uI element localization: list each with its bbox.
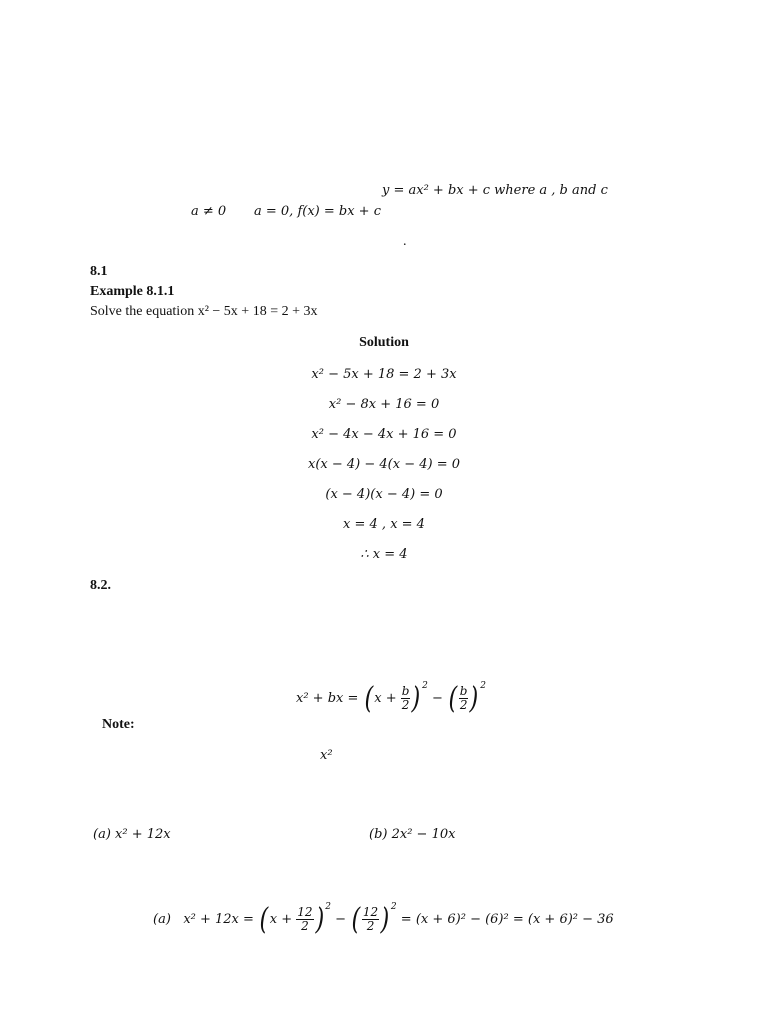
- exponent: 2: [480, 681, 486, 691]
- right-paren: ): [380, 901, 390, 937]
- identity-lhs: x² + bx =: [296, 691, 359, 706]
- intro-condition-b: a = 0, f(x) = bx + c: [254, 204, 381, 219]
- worked-solution-a: [153, 888, 614, 939]
- example-problem: Solve the equation x² − 5x + 18 = 2 + 3x: [90, 304, 318, 319]
- fraction-denominator: 2: [401, 698, 410, 712]
- worked-term1: x +: [269, 912, 293, 927]
- identity-fraction-b-over-2-second: [459, 685, 469, 712]
- note-expression: x²: [320, 748, 333, 763]
- solution-step-5: (x − 4)(x − 4) = 0: [325, 487, 443, 502]
- solution-step-3: x² − 4x − 4x + 16 = 0: [311, 427, 457, 442]
- intro-condition-a: a ≠ 0: [191, 204, 227, 219]
- solution-step-2: x² − 8x + 16 = 0: [328, 397, 440, 412]
- worked-minus: −: [335, 912, 347, 927]
- exponent: 2: [390, 902, 397, 912]
- worked-lhs: x² + 12x =: [183, 912, 254, 927]
- identity-term1: x +: [374, 691, 397, 706]
- note-label: Note:: [102, 717, 135, 732]
- right-paren: ): [469, 680, 479, 716]
- solution-heading: Solution: [359, 335, 409, 350]
- identity-minus: −: [432, 691, 443, 706]
- solution-step-7: ∴ x = 4: [360, 547, 408, 562]
- identity-fraction-b-over-2: [401, 685, 411, 712]
- solution-step-1: x² − 5x + 18 = 2 + 3x: [311, 367, 457, 382]
- worked-rhs: = (x + 6)² − (6)² = (x + 6)² − 36: [400, 912, 614, 927]
- fraction-denominator: 2: [459, 698, 468, 712]
- intro-line-1: y = ax² + bx + c where a , b and c: [382, 183, 608, 198]
- intro-dot: .: [403, 234, 407, 249]
- solution-step-6: x = 4 , x = 4: [343, 517, 425, 532]
- right-paren: ): [411, 680, 421, 716]
- worked-fraction-12-over-2-second: [362, 906, 379, 933]
- exponent: 2: [325, 902, 332, 912]
- exercise-part-b: (b) 2x² − 10x: [369, 827, 456, 842]
- completing-square-identity: [296, 668, 486, 717]
- left-paren: (: [351, 901, 361, 937]
- left-paren: (: [259, 901, 269, 937]
- fraction-numerator: 12: [297, 905, 313, 919]
- worked-fraction-12-over-2: [296, 906, 313, 933]
- section-number-8-2: 8.2.: [90, 578, 111, 593]
- fraction-numerator: 12: [362, 905, 379, 919]
- exercise-part-a: (a) x² + 12x: [93, 827, 171, 842]
- right-paren: ): [315, 901, 324, 937]
- fraction-denominator: 2: [301, 919, 309, 933]
- exponent: 2: [422, 681, 428, 691]
- left-paren: (: [448, 680, 458, 716]
- fraction-numerator: b: [401, 684, 410, 698]
- fraction-denominator: 2: [366, 919, 375, 933]
- solution-step-4: x(x − 4) − 4(x − 4) = 0: [308, 457, 460, 472]
- worked-label: (a): [153, 912, 171, 927]
- example-label: Example 8.1.1: [90, 284, 175, 299]
- fraction-numerator: b: [459, 684, 468, 698]
- left-paren: (: [363, 680, 373, 716]
- section-number-8-1: 8.1: [90, 264, 108, 279]
